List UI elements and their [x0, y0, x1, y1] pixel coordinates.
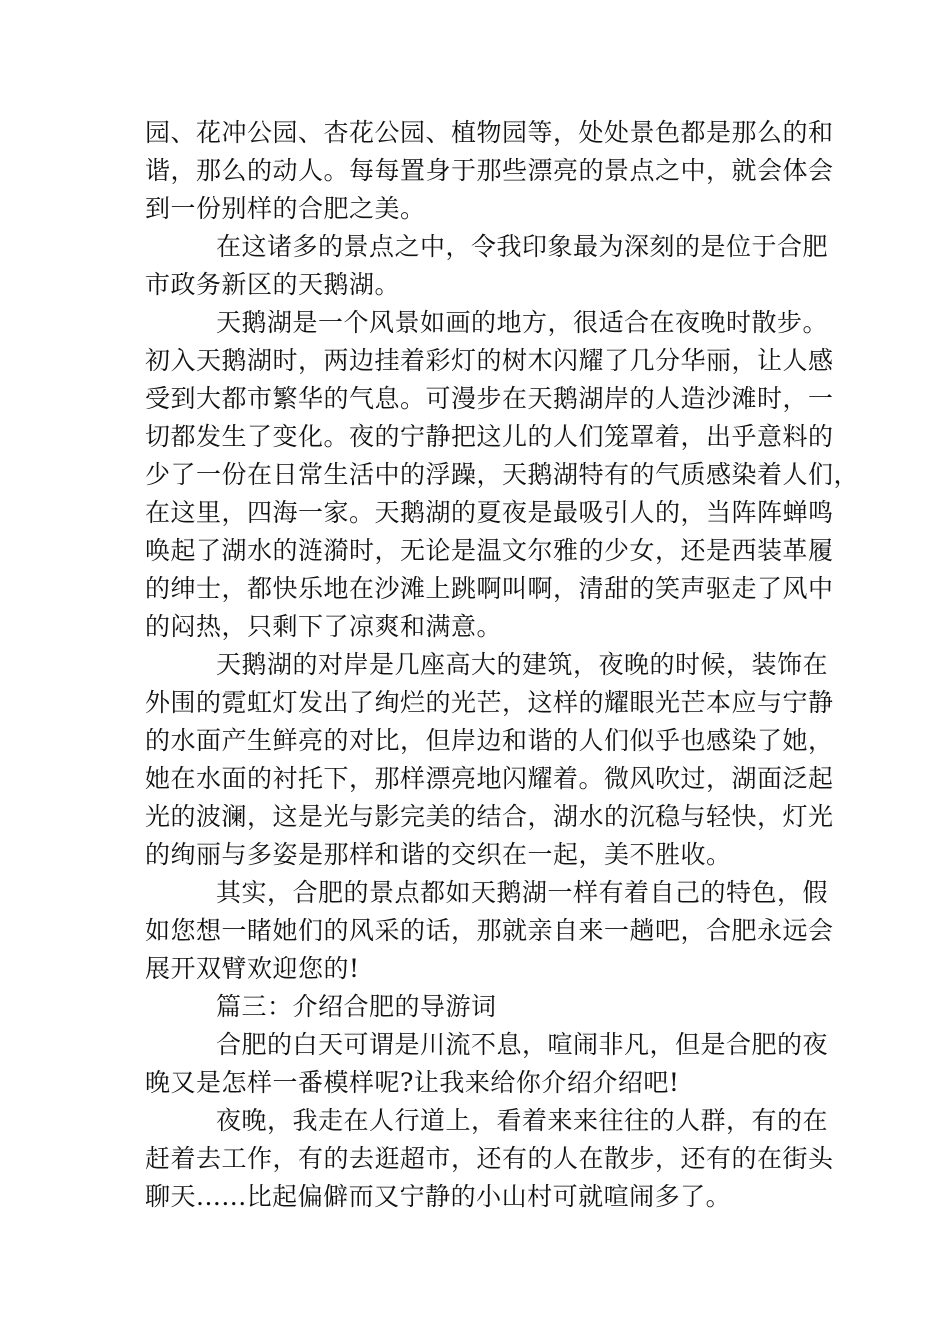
text-line: 谐，那么的动人。每每置身于那些漂亮的景点之中，就会体会	[145, 156, 834, 185]
text-line: 在这诸多的景点之中，令我印象最为深刻的是位于合肥	[216, 232, 829, 261]
text-line: 少了一份在日常生活中的浮躁，天鹅湖特有的气质感染着人们，	[145, 460, 860, 489]
text-line: 到一份别样的合肥之美。	[145, 194, 426, 223]
text-line: 外围的霓虹灯发出了绚烂的光芒，这样的耀眼光芒本应与宁静	[145, 688, 834, 717]
text-line: 展开双臂欢迎您的!	[145, 954, 360, 983]
text-line: 切都发生了变化。夜的宁静把这儿的人们笼罩着，出乎意料的	[145, 422, 834, 451]
text-line: 初入天鹅湖时，两边挂着彩灯的树木闪耀了几分华丽，让人感	[145, 346, 834, 375]
text-line: 合肥的白天可谓是川流不息，喧闹非凡，但是合肥的夜	[216, 1030, 829, 1059]
text-line: 天鹅湖的对岸是几座高大的建筑，夜晚的时候，装饰在	[216, 650, 829, 679]
section-heading: 篇三：介绍合肥的导游词	[216, 992, 497, 1021]
text-line: 园、花冲公园、杏花公园、植物园等，处处景色都是那么的和	[145, 118, 834, 147]
text-line: 唤起了湖水的涟漪时，无论是温文尔雅的少女，还是西装革履	[145, 536, 834, 565]
text-line: 赶着去工作，有的去逛超市，还有的人在散步，还有的在街头	[145, 1144, 834, 1173]
text-line: 的闷热，只剩下了凉爽和满意。	[145, 612, 503, 641]
text-line: 其实，合肥的景点都如天鹅湖一样有着自己的特色，假	[216, 878, 829, 907]
text-line: 的水面产生鲜亮的对比，但岸边和谐的人们似乎也感染了她，	[145, 726, 834, 755]
text-line: 受到大都市繁华的气息。可漫步在天鹅湖岸的人造沙滩时，一	[145, 384, 834, 413]
text-line: 如您想一睹她们的风采的话，那就亲自来一趟吧，合肥永远会	[145, 916, 834, 945]
text-line: 夜晚，我走在人行道上，看着来来往往的人群，有的在	[216, 1106, 829, 1135]
text-line: 在这里，四海一家。天鹅湖的夏夜是最吸引人的，当阵阵蝉鸣	[145, 498, 834, 527]
text-line: 市政务新区的天鹅湖。	[145, 270, 401, 299]
text-line: 的绚丽与多姿是那样和谐的交织在一起，美不胜收。	[145, 840, 732, 869]
text-line: 晚又是怎样一番模样呢?让我来给你介绍介绍吧!	[145, 1068, 680, 1097]
text-line: 聊天......比起偏僻而又宁静的小山村可就喧闹多了。	[145, 1182, 732, 1211]
text-line: 的绅士，都快乐地在沙滩上跳啊叫啊，清甜的笑声驱走了风中	[145, 574, 834, 603]
text-line: 天鹅湖是一个风景如画的地方，很适合在夜晚时散步。	[216, 308, 829, 337]
text-line: 她在水面的衬托下，那样漂亮地闪耀着。微风吹过，湖面泛起	[145, 764, 834, 793]
text-line: 光的波澜，这是光与影完美的结合，湖水的沉稳与轻快，灯光	[145, 802, 834, 831]
